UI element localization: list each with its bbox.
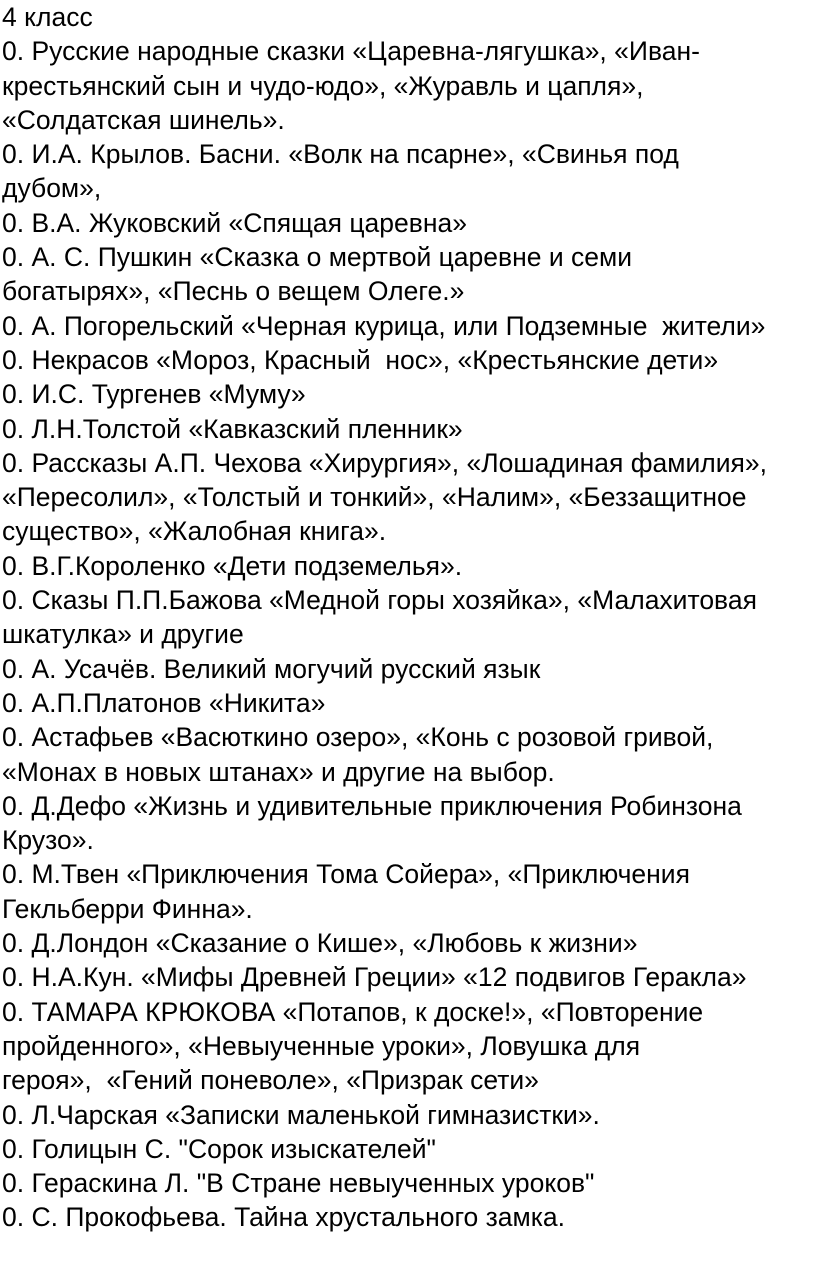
document-line: 0. И.С. Тургенев «Муму» xyxy=(2,379,306,410)
document-line: богатырях», «Песнь о вещем Олеге.» xyxy=(2,276,465,307)
document-line: 0. Русские народные сказки «Царевна-лягушка», «Иван- xyxy=(2,36,700,67)
document-line: 0. Сказы П.П.Бажова «Медной горы хозяйка», «Малахитовая xyxy=(2,585,757,616)
document-line: пройденного», «Невыученные уроки», Ловушка для xyxy=(2,1030,641,1061)
document-line: 0. Астафьев «Васюткино озеро», «Конь с розовой гривой, xyxy=(2,722,714,753)
document-line: героя», «Гений поневоле», «Призрак сети» xyxy=(2,1065,539,1096)
document-line: 0. Л.Н.Толстой «Кавказский пленник» xyxy=(2,413,463,444)
document-line: 0. Д.Дефо «Жизнь и удивительные приключения Робинзона xyxy=(2,790,742,821)
document-heading: 4 класс xyxy=(2,2,93,32)
document-line: шкатулка» и другие xyxy=(2,619,244,650)
document-line: «Монах в новых штанах» и другие на выбор. xyxy=(2,756,555,787)
document-line: Крузо». xyxy=(2,825,94,856)
reading-list-document xyxy=(2,0,814,1235)
document-line: 0. А.П.Платонов «Никита» xyxy=(2,687,326,718)
document-line: 0. И.А. Крылов. Басни. «Волк на псарне», «Свинья под xyxy=(2,139,679,170)
document-line: 0. ТАМАРА КРЮКОВА «Потапов, к доске!», «Повторение xyxy=(2,996,704,1027)
document-line: 0. Д.Лондон «Сказание о Кише», «Любовь к жизни» xyxy=(2,928,638,959)
document-line: дубом», xyxy=(2,173,102,204)
document-line: «Солдатская шинель». xyxy=(2,104,285,135)
document-line: 0. А. С. Пушкин «Сказка о мертвой царевне и семи xyxy=(2,242,633,273)
document-line: крестьянский сын и чудо-юдо», «Журавль и цапля», xyxy=(2,70,644,101)
document-line: 0. А. Усачёв. Великий могучий русский язык xyxy=(2,653,541,684)
document-line: 0. Рассказы А.П. Чехова «Хирургия», «Лошадиная фамилия», xyxy=(2,447,767,478)
document-line: 0. В.Г.Короленко «Дети подземелья». xyxy=(2,550,463,581)
document-line: 0. М.Твен «Приключения Тома Сойера», «Приключения xyxy=(2,859,690,890)
document-line: 0. В.А. Жуковский «Спящая царевна» xyxy=(2,207,467,238)
document-line: существо», «Жалобная книга». xyxy=(2,516,387,547)
document-line: 0. С. Прокофьева. Тайна хрустального замка. xyxy=(2,1202,566,1233)
document-line: 0. Некрасов «Мороз, Красный нос», «Крестьянские дети» xyxy=(2,344,719,375)
document-line: 0. Л.Чарская «Записки маленькой гимназистки». xyxy=(2,1099,600,1130)
document-line: 0. Н.А.Кун. «Мифы Древней Греции» «12 подвигов Геракла» xyxy=(2,962,747,993)
document-line: 0. А. Погорельский «Черная курица, или Подземные жители» xyxy=(2,310,766,341)
document-line: 0. Гераскина Л. "В Стране невыученных уроков" xyxy=(2,1168,595,1199)
document-line: 0. Голицын С. "Сорок изыскателей" xyxy=(2,1133,436,1164)
document-line: «Пересолил», «Толстый и тонкий», «Налим», «Беззащитное xyxy=(2,482,747,513)
document-line: Гекльберри Финна». xyxy=(2,893,253,924)
